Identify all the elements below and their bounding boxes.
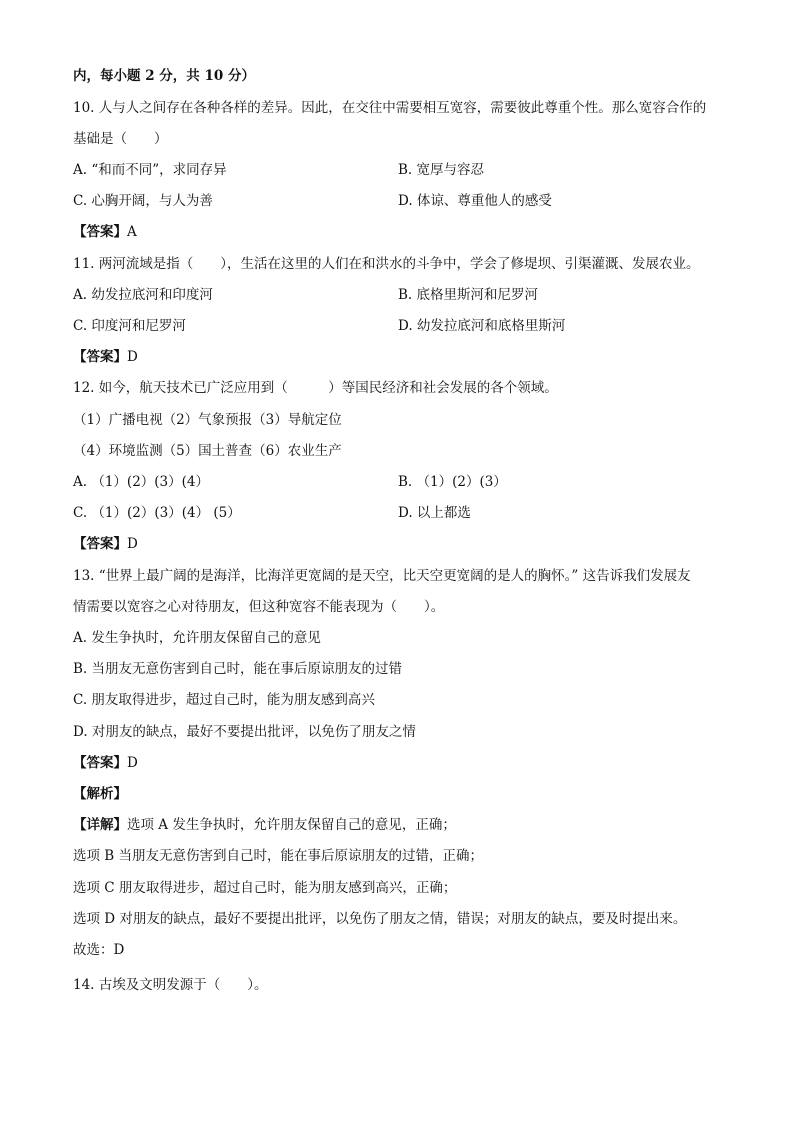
q11-answer: D: [127, 349, 138, 365]
q12-option-c: C. （1）(2）(3）(4） (5）: [73, 505, 241, 521]
q13-answer-row: [73, 753, 138, 773]
q13-analysis-tag: 【解析】: [73, 786, 127, 802]
q13-detail-line4: 选项 D 对朋友的缺点，最好不要提出批评，以免伤了朋友之情，错误；对朋友的缺点，要及时提出来。: [73, 911, 687, 927]
q13-option-b: B. 当朋友无意伤害到自己时，能在事后原谅朋友的过错: [73, 661, 403, 677]
q10-stem-line2: 基础是（ ）: [73, 131, 168, 147]
q11-answer-tag: 【答案】: [73, 349, 127, 365]
q13-detail-line3: 选项 C 朋友取得进步，超过自己时，能为朋友感到高兴，正确；: [73, 880, 457, 896]
q13-answer-tag: 【答案】: [73, 755, 127, 771]
q13-conclusion: 故选：D: [73, 942, 125, 958]
q13-option-a: A. 发生争执时，允许朋友保留自己的意见: [73, 630, 321, 646]
q12-stem-line1: 12. 如今，航天技术已广泛应用到（ ）等国民经济和社会发展的各个领域。: [73, 380, 558, 396]
q13-option-c: C. 朋友取得进步，超过自己时，能为朋友感到高兴: [73, 692, 375, 708]
q12-answer-tag: 【答案】: [73, 536, 127, 552]
q12-option-b: B. （1）(2）(3）: [398, 474, 507, 490]
q13-detail-tag: 【详解】: [73, 817, 127, 833]
q10-answer: A: [127, 224, 137, 240]
q12-option-d: D. 以上都选: [398, 505, 471, 521]
q10-option-b: B. 宽厚与容忍: [398, 162, 485, 178]
q11-option-b: B. 底格里斯河和尼罗河: [398, 287, 539, 303]
q11-answer-row: [73, 347, 138, 367]
q12-answer: D: [127, 536, 138, 552]
q13-detail-line2: 选项 B 当朋友无意伤害到自己时，能在事后原谅朋友的过错，正确；: [73, 848, 484, 864]
q10-option-a: A. “和而不同”，求同存异: [73, 162, 227, 178]
q12-items-line1: （1）广播电视（2）气象预报（3）导航定位: [73, 412, 342, 428]
q12-answer-row: [73, 534, 138, 554]
q12-items-line2: （4）环境监测（5）国土普查（6）农业生产: [73, 443, 342, 459]
section-header: 内，每小题 2 分，共 10 分）: [73, 68, 255, 84]
q13-stem-line2: 情需要以宽容之心对待朋友，但这种宽容不能表现为（ ）。: [73, 599, 445, 615]
q10-option-d: D. 体谅、尊重他人的感受: [398, 193, 552, 209]
q10-answer-row: [73, 222, 137, 242]
q14-stem-line1: 14. 古埃及文明发源于（ ）。: [73, 977, 268, 993]
q11-option-c: C. 印度河和尼罗河: [73, 318, 186, 334]
q13-option-d: D. 对朋友的缺点，最好不要提出批评，以免伤了朋友之情: [73, 724, 416, 740]
q11-option-a: A. 幼发拉底河和印度河: [73, 287, 213, 303]
q12-option-a: A. （1）(2）(3）(4）: [73, 474, 209, 490]
q11-option-d: D. 幼发拉底河和底格里斯河: [398, 318, 566, 334]
q10-answer-tag: 【答案】: [73, 224, 127, 240]
q13-answer: D: [127, 755, 138, 771]
q10-option-c: C. 心胸开阔，与人为善: [73, 193, 213, 209]
q11-stem-line1: 11. 两河流域是指（ ），生活在这里的人们在和洪水的斗争中，学会了修堤坝、引渠灌溉、发展农业。: [73, 256, 700, 272]
q10-stem-line1: 10. 人与人之间存在各种各样的差异。因此，在交往中需要相互宽容，需要彼此尊重个性。那么宽容合作的: [73, 100, 707, 116]
q13-stem-line1: 13. “世界上最广阔的是海洋，比海洋更宽阔的是天空，比天空更宽阔的是人的胸怀。” 这告诉我们发展友: [73, 568, 691, 584]
q13-detail-text1: 选项 A 发生争执时，允许朋友保留自己的意见，正确；: [127, 817, 456, 833]
q13-detail-line1: [73, 815, 456, 835]
